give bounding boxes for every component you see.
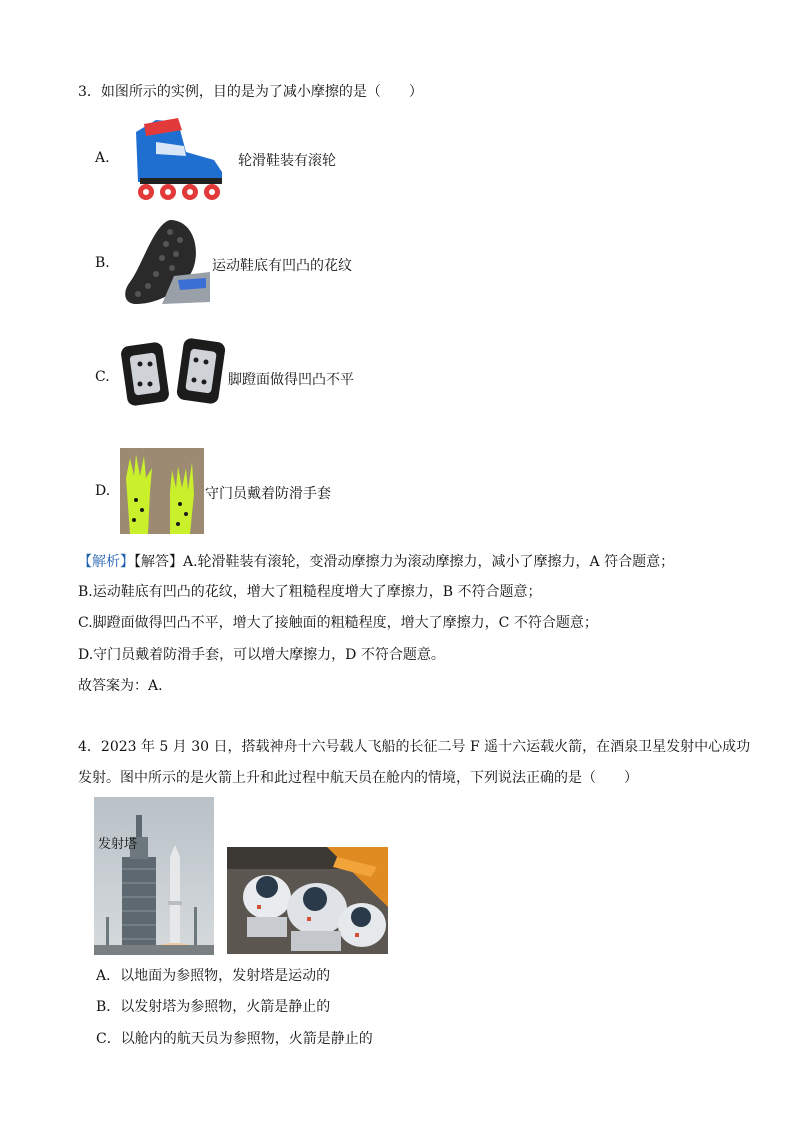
q3-stem: 3．如图所示的实例，目的是为了减小摩擦的是（ ） — [78, 84, 423, 100]
q3-option-b-letter: B. — [95, 255, 110, 271]
launch-tower-label: 发射塔 — [98, 837, 138, 852]
q3-option-c-letter: C. — [95, 369, 110, 385]
q3-analysis-line3: C.脚蹬面做得凹凸不平，增大了接触面的粗糙程度，增大了摩擦力，C 不符合题意； — [78, 615, 598, 631]
q4-option-a: A．以地面为参照物，发射塔是运动的 — [96, 968, 331, 984]
q3-option-d-letter: D. — [95, 483, 111, 499]
astronauts-cabin-photo — [227, 847, 388, 954]
q3-option-d-text: 守门员戴着防滑手套 — [205, 486, 331, 502]
q3-analysis-line2: B.运动鞋底有凹凸的花纹，增大了粗糙程度增大了摩擦力，B 不符合题意； — [78, 584, 542, 600]
q3-answer: 故答案为：A. — [78, 678, 163, 694]
inline-skate-image — [126, 112, 230, 202]
bike-pedals-image — [120, 328, 228, 414]
analysis-tag: 【解析】 — [78, 554, 134, 570]
q4-option-b: B．以发射塔为参照物，火箭是静止的 — [96, 999, 331, 1015]
launch-tower-photo — [94, 797, 214, 955]
q3-option-a-letter: A. — [95, 150, 110, 166]
sneaker-sole-image — [122, 216, 212, 308]
q3-option-a-text: 轮滑鞋装有滚轮 — [238, 153, 336, 169]
q3-option-c-text: 脚蹬面做得凹凸不平 — [228, 372, 354, 388]
q3-analysis-line4: D.守门员戴着防滑手套，可以增大摩擦力，D 不符合题意。 — [78, 647, 445, 663]
q4-stem-line1: 4．2023 年 5 月 30 日，搭载神舟十六号载人飞船的长征二号 F 遥十六运载火箭，在酒泉卫星发射中心成功 — [78, 739, 751, 755]
q3-option-b-text: 运动鞋底有凹凸的花纹 — [212, 258, 352, 274]
q3-analysis-line1 — [78, 552, 674, 572]
analysis-line1-text: 【解答】A.轮滑鞋装有滚轮，变滑动摩擦力为滚动摩擦力，减小了摩擦力，A 符合题意； — [134, 554, 675, 570]
q4-stem-line2: 发射。图中所示的是火箭上升和此过程中航天员在舱内的情境，下列说法正确的是（ ） — [78, 770, 638, 786]
goalkeeper-gloves-image — [120, 448, 204, 534]
q4-option-c: C．以舱内的航天员为参照物，火箭是静止的 — [96, 1031, 373, 1047]
